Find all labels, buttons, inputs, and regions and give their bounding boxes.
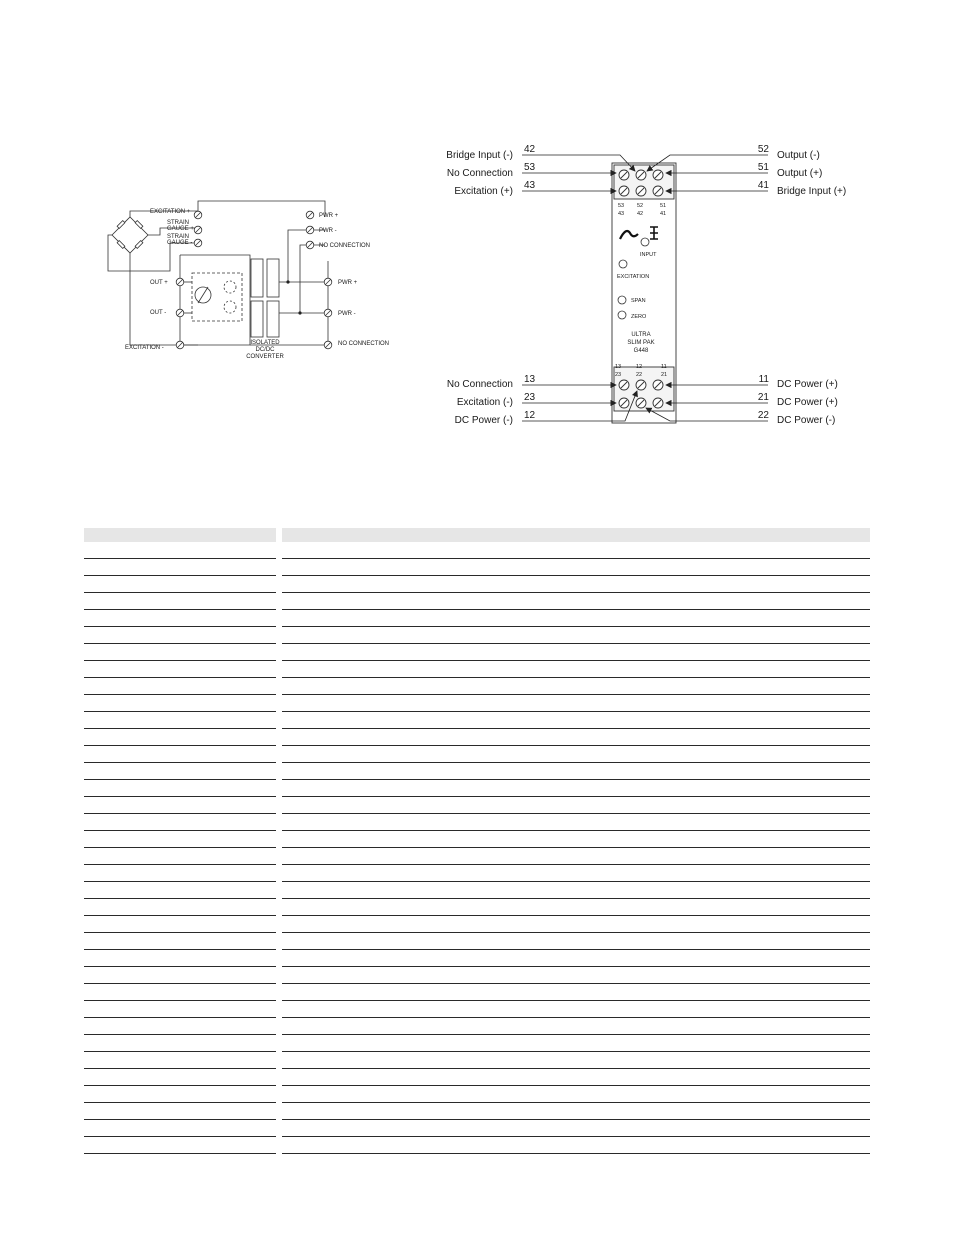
module-label-23: 23 [615,372,622,378]
table-row [84,746,870,763]
label-pwr-plus-top: PWR + [319,213,339,219]
table-row [84,610,870,627]
module-label-13: 13 [615,364,622,370]
table-cell [282,797,870,814]
label-no-connection-bottom: NO CONNECTION [338,341,389,347]
table-row [84,712,870,729]
wire-number-11: 11 [758,374,769,385]
table-cell [84,916,276,933]
table-cell [84,950,276,967]
table-cell [84,1069,276,1086]
module-label-52: 52 [637,203,644,209]
table-cell [282,1137,870,1154]
excitation-label: EXCITATION [617,274,650,280]
table-cell [84,1052,276,1069]
module-label-43: 43 [618,211,625,217]
table-cell [84,712,276,729]
table-cell [282,967,870,984]
table-row [84,678,870,695]
table-row [84,899,870,916]
table-cell [282,763,870,780]
table-row [84,865,870,882]
table-row [84,661,870,678]
module-name-2: SLIM PAK [627,340,655,346]
table-cell [282,729,870,746]
table-cell [84,780,276,797]
table-cell [84,610,276,627]
table-row [84,763,870,780]
table-row [84,729,870,746]
table-row [84,1052,870,1069]
span-pot[interactable] [618,296,626,304]
table-cell [282,695,870,712]
label-excitation-plus: EXCITATION + [150,209,191,215]
table-cell [84,1001,276,1018]
table-cell [84,729,276,746]
table-cell [282,1018,870,1035]
zero-pot[interactable] [618,311,626,319]
table-row [84,576,870,593]
table-cell [282,831,870,848]
table-cell [282,559,870,576]
table-cell [282,984,870,1001]
table-cell [84,644,276,661]
table-cell [282,593,870,610]
wire-number-42: 42 [524,144,536,155]
table-cell [84,593,276,610]
table-cell [84,661,276,678]
table-cell [282,950,870,967]
table-cell [84,1018,276,1035]
table-row [84,695,870,712]
wire-number-21: 21 [757,392,769,403]
table-row [84,1001,870,1018]
label-no-connection-top: NO CONNECTION [319,243,370,249]
table-header-col-1 [84,528,276,542]
table-cell [84,627,276,644]
module-name-3: G448 [633,348,649,354]
table-cell [282,610,870,627]
label-output-plus: Output (+) [777,168,823,179]
table-cell [282,814,870,831]
module-label-51: 51 [660,203,667,209]
wire-number-43: 43 [524,180,536,191]
table-cell [84,1137,276,1154]
zero-label: ZERO [631,314,647,320]
label-strain-gauge-minus-2: GAUGE - [167,240,193,246]
table-cell [282,712,870,729]
table-cell [282,1069,870,1086]
table-cell [84,695,276,712]
wire-number-53: 53 [524,162,536,173]
table-row [84,559,870,576]
wire-number-23: 23 [524,392,536,403]
table-cell [282,899,870,916]
table-row [84,950,870,967]
label-out-plus: OUT + [150,280,168,286]
table-cell [84,882,276,899]
table-cell [84,1120,276,1137]
table-cell [84,763,276,780]
input-label: INPUT [640,252,657,258]
excitation-indicator [619,260,627,268]
table-row [84,916,870,933]
table-cell [282,882,870,899]
label-bridge-input-minus: Bridge Input (-) [446,150,513,161]
label-excitation-plus-wire: Excitation (+) [454,186,513,197]
label-out-minus: OUT - [150,310,167,316]
table-cell [84,746,276,763]
label-output-minus: Output (-) [777,150,820,161]
module-label-12: 12 [636,364,643,370]
table-cell [282,933,870,950]
table-cell [84,576,276,593]
table-row [84,542,870,559]
label-dc-power-minus-right: DC Power (-) [777,415,836,426]
terminal-wiring-diagram [430,135,860,435]
table-row [84,967,870,984]
label-pwr-plus-bottom: PWR + [338,280,358,286]
table-cell [84,865,276,882]
table-row [84,1103,870,1120]
table-cell [282,542,870,559]
table-cell [282,1120,870,1137]
table-row [84,933,870,950]
table-row [84,984,870,1001]
label-strain-gauge-minus-1: STRAIN [167,234,190,240]
label-no-connection-bottom: No Connection [446,379,513,390]
table-row [84,627,870,644]
table-cell [84,984,276,1001]
label-pwr-minus-bottom: PWR - [338,311,356,317]
label-dc-power-plus-21: DC Power (+) [777,397,838,408]
table-body [84,542,870,1154]
table-cell [282,627,870,644]
module-label-41: 41 [660,211,667,217]
converter-label-1: ISOLATED [250,340,280,346]
table-row [84,814,870,831]
table-row [84,797,870,814]
table-cell [84,831,276,848]
table-row [84,1137,870,1154]
table-cell [282,746,870,763]
table-cell [84,933,276,950]
table-row [84,882,870,899]
strain-gauge-bridge [112,217,148,253]
label-dc-power-plus-11: DC Power (+) [777,379,838,390]
label-excitation-minus: EXCITATION - [125,345,164,351]
table-cell [282,661,870,678]
module-label-42: 42 [637,211,644,217]
table-cell [282,848,870,865]
table-cell [282,916,870,933]
module-name-1: ULTRA [631,332,651,338]
input-indicator [641,238,649,246]
converter-label-2: DC/DC [255,347,275,353]
span-label: SPAN [631,298,646,304]
label-strain-gauge-plus-2: GAUGE + [167,226,194,232]
label-pwr-minus-top: PWR - [319,228,337,234]
table-row [84,780,870,797]
module-label-21: 21 [661,372,668,378]
wire-number-22: 22 [757,410,769,421]
table-row [84,831,870,848]
table-row [84,1120,870,1137]
table-cell [84,1086,276,1103]
table-header-col-2 [282,528,870,542]
table-header [84,528,870,542]
label-dc-power-minus-left: DC Power (-) [454,415,513,426]
module-label-22: 22 [636,372,643,378]
wire-number-12: 12 [524,410,536,421]
table-row [84,593,870,610]
table-cell [84,1103,276,1120]
table-cell [282,576,870,593]
table-cell [84,1035,276,1052]
module-label-11: 11 [661,364,667,370]
table-cell [282,644,870,661]
table-cell [84,967,276,984]
functional-schematic [100,195,400,370]
converter-label-3: CONVERTER [246,354,284,360]
table-cell [282,1052,870,1069]
table-cell [84,542,276,559]
table-cell [282,1086,870,1103]
wire-number-51: 51 [757,162,769,173]
table-row [84,848,870,865]
table-cell [282,678,870,695]
label-excitation-minus-wire: Excitation (-) [456,397,513,408]
table-row [84,1069,870,1086]
label-no-connection-top: No Connection [446,168,513,179]
table-cell [282,865,870,882]
table-cell [282,1001,870,1018]
table-cell [84,678,276,695]
table-row [84,1035,870,1052]
table-cell [282,1035,870,1052]
table-cell [84,848,276,865]
label-bridge-input-plus: Bridge Input (+) [777,186,847,197]
table-row [84,1018,870,1035]
table-row [84,644,870,661]
label-strain-gauge-plus-1: STRAIN [167,220,190,226]
table-row [84,1086,870,1103]
table-cell [282,780,870,797]
table-cell [84,797,276,814]
wire-number-13: 13 [524,374,536,385]
table-cell [84,559,276,576]
table-cell [84,899,276,916]
table-cell [84,814,276,831]
module-label-53: 53 [618,203,625,209]
wire-number-52: 52 [757,144,769,155]
table-cell [282,1103,870,1120]
wire-number-41: 41 [757,180,769,191]
specifications-table [84,528,870,1154]
